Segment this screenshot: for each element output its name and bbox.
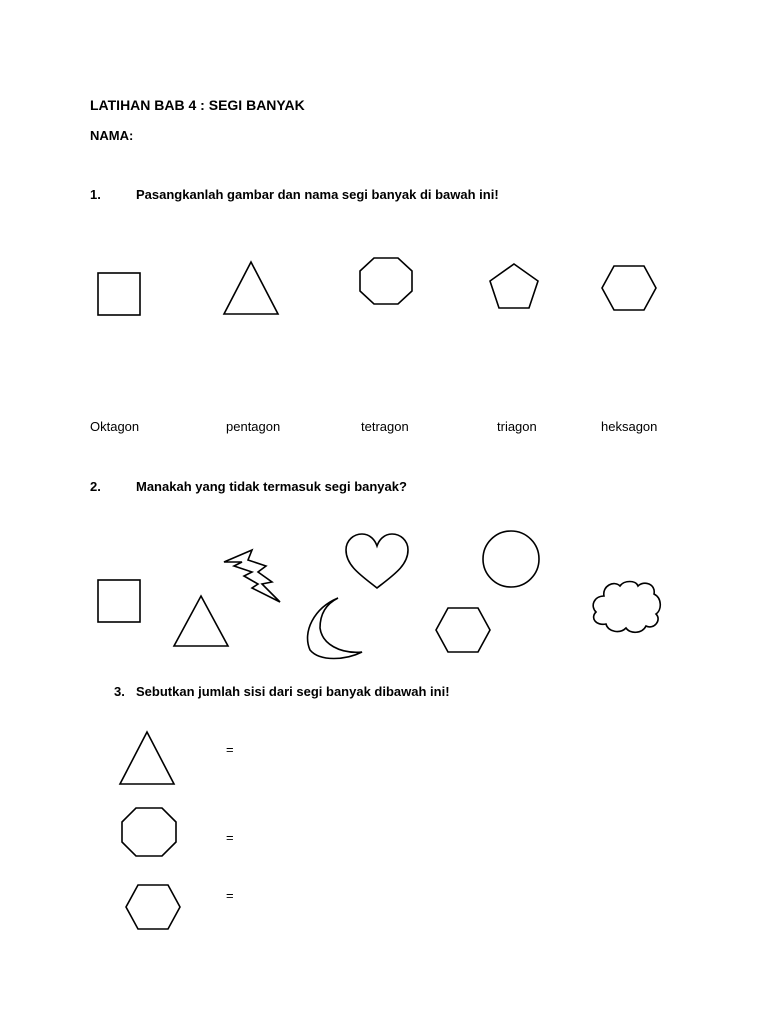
name-label: NAMA: (90, 128, 134, 143)
lightning-icon (222, 548, 284, 604)
q3-equals-1: = (226, 742, 234, 757)
page-title: LATIHAN BAB 4 : SEGI BANYAK (90, 97, 305, 113)
heart-icon (344, 532, 410, 590)
q1-name-5: heksagon (601, 419, 658, 434)
cloud-icon (588, 578, 664, 636)
q3-equals-3: = (226, 888, 234, 903)
q3-number: 3. (114, 684, 125, 699)
square-icon (96, 578, 142, 624)
q3-text: Sebutkan jumlah sisi dari segi banyak dibawah ini! (136, 684, 450, 699)
q1-text: Pasangkanlah gambar dan nama segi banyak di bawah ini! (136, 187, 499, 202)
square-icon (96, 271, 142, 317)
moon-icon (300, 594, 366, 662)
circle-icon (480, 528, 542, 590)
q2-text: Manakah yang tidak termasuk segi banyak? (136, 479, 407, 494)
hexagon-icon (124, 883, 182, 931)
q1-name-4: triagon (497, 419, 537, 434)
q1-name-2: pentagon (226, 419, 281, 434)
octagon-icon (120, 806, 178, 858)
q2-number: 2. (90, 479, 101, 494)
q1-name-1: Oktagon (90, 419, 140, 434)
q3-equals-2: = (226, 830, 234, 845)
q1-name-3: tetragon (361, 419, 409, 434)
triangle-icon (118, 730, 176, 786)
hexagon-icon (434, 606, 492, 654)
pentagon-icon (488, 262, 540, 310)
q1-number: 1. (90, 187, 101, 202)
hexagon-icon (600, 264, 658, 312)
octagon-icon (358, 256, 414, 306)
triangle-icon (222, 260, 280, 316)
